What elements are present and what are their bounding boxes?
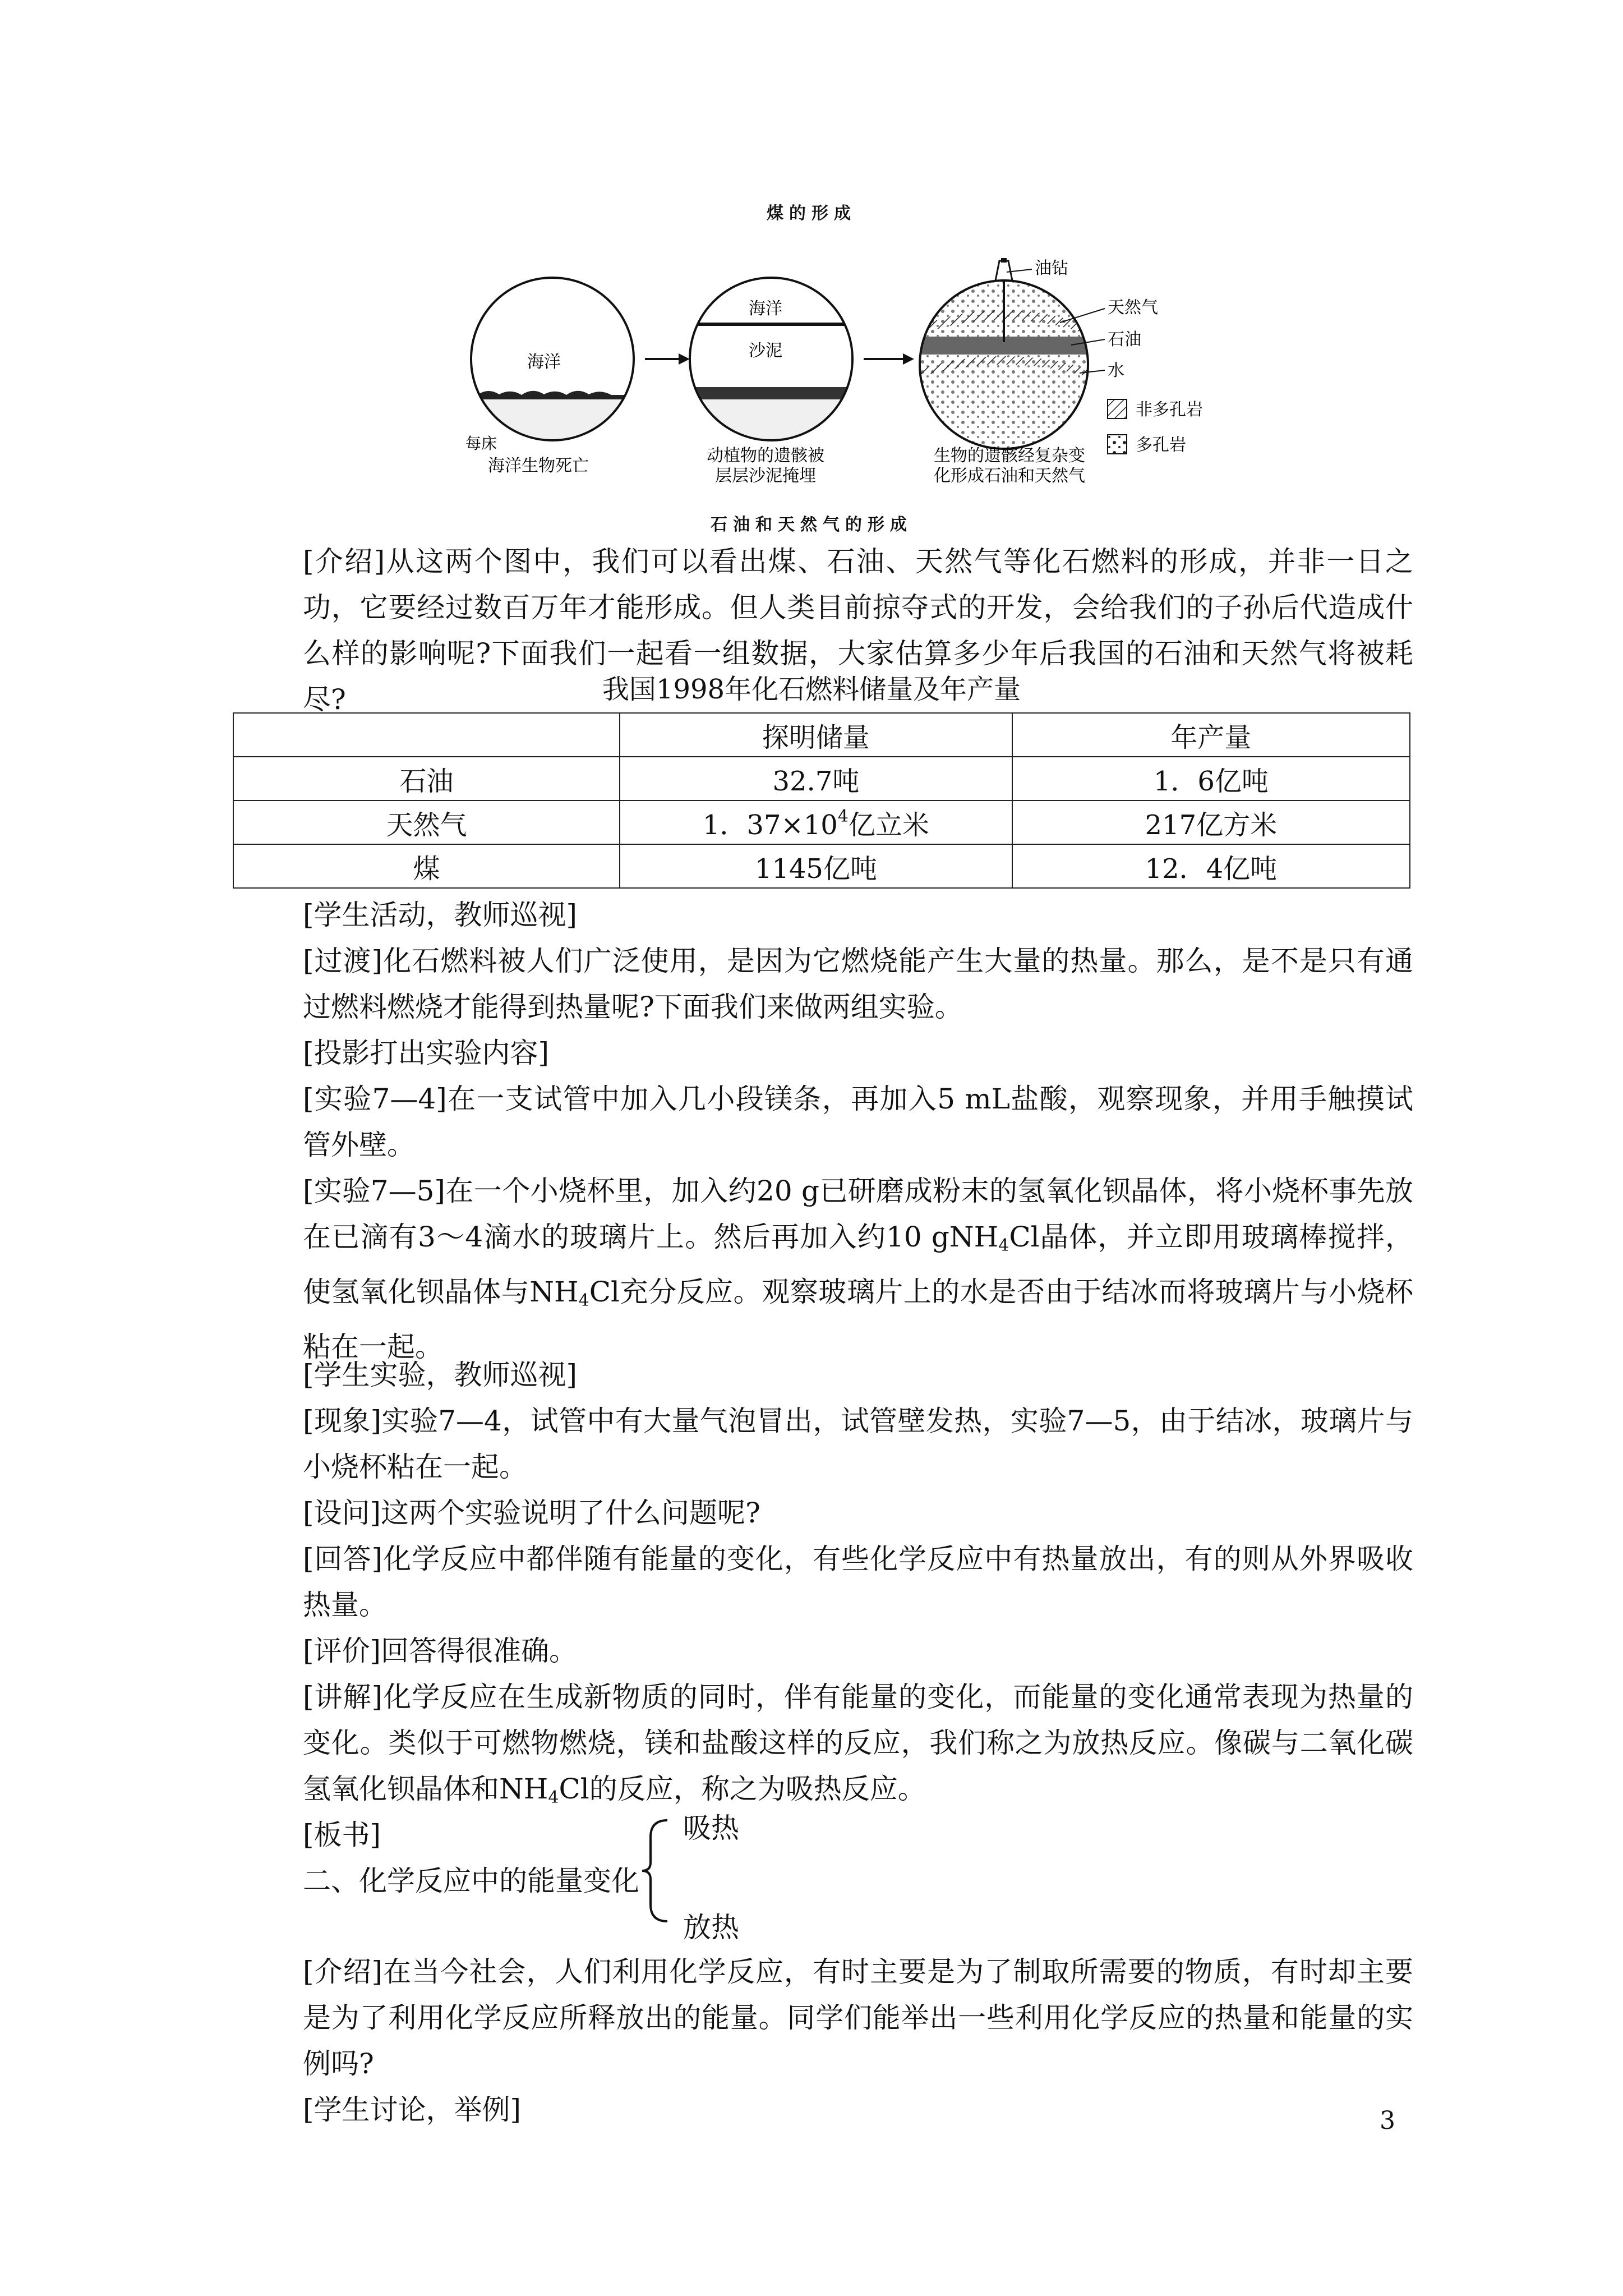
para-question: [设问]这两个实验说明了什么问题呢? bbox=[303, 1497, 760, 1529]
fossil-fuel-table bbox=[233, 712, 1410, 889]
table-cell-name: 天然气 bbox=[233, 800, 620, 844]
label-mud: 沙泥 bbox=[749, 341, 782, 361]
label-gas: 天然气 bbox=[1108, 298, 1158, 318]
label-ocean-1: 海洋 bbox=[527, 352, 561, 372]
legend-swatch-porous bbox=[1108, 435, 1127, 454]
board-release: 放热 bbox=[683, 1911, 739, 1944]
para-exp-7-5: [实验7—5]在一个小烧杯里，加入约20 g已研磨成粉末的氢氧化钡晶体，将小烧杯事先放在已滴有3～4滴水的玻璃片上。然后再加入约10 gNH$_4$Cl晶体，并立即用玻璃棒搅拌，使氢氧化钡晶体与$NH_4Cl$充分反应。观察玻璃片上的水是否由于结冰而将玻璃片与小烧杯粘在一起。 bbox=[303, 1175, 1414, 1363]
note-middle-2: 层层沙泥掩埋 bbox=[715, 466, 816, 486]
figure-caption-oil-gas: 石油和天然气的形成 bbox=[711, 515, 912, 535]
para-exp-7-4: [实验7—4]在一支试管中加入几小段镁条，再加入5 mL盐酸，观察现象，并用手触摸试管外壁。 bbox=[303, 1083, 1413, 1161]
note-right-1: 生物的遗骸经复杂变 bbox=[934, 446, 1085, 466]
circle-ocean bbox=[465, 278, 645, 452]
para-lecture: [讲解]化学反应在生成新物质的同时，伴有能量的变化，而能量的变化通常表现为热量的变化。类似于可燃物燃烧，镁和盐酸这样的反应，我们称之为放热反应。像碳与二氧化碳氢氧化钡晶体和$NH_4Cl$的反应，称之为吸热反应。 bbox=[303, 1681, 1413, 1807]
curly-brace-icon bbox=[639, 1818, 673, 1924]
para-projection: [投影打出实验内容] bbox=[303, 1037, 550, 1069]
table-row bbox=[233, 844, 1410, 888]
table-cell-name: 石油 bbox=[233, 757, 620, 800]
para-board: [板书] bbox=[303, 1819, 381, 1851]
table-header-row bbox=[233, 713, 1410, 757]
label-water: 水 bbox=[1108, 361, 1124, 380]
table-header-blank bbox=[233, 713, 620, 757]
table-title: 我国1998年化石燃料储量及年产量 bbox=[602, 674, 1021, 705]
label-ocean-2: 海洋 bbox=[749, 299, 782, 319]
page-number: 3 bbox=[1380, 2106, 1395, 2135]
para-intro2: [介绍]在当今社会，人们利用化学反应，有时主要是为了制取所需要的物质，有时却主要是为了利用化学反应所释放出的能量。同学们能举出一些利用化学反应的热量和能量的实例吗? bbox=[303, 1955, 1413, 2080]
para-evaluation: [评价]回答得很准确。 bbox=[303, 1635, 578, 1667]
table-row bbox=[233, 757, 1410, 800]
board-title: 二、化学反应中的能量变化 bbox=[303, 1865, 639, 1897]
para-phenomenon: [现象]实验7—4，试管中有大量气泡冒出，试管壁发热，实验7—5，由于结冰，玻璃片与小烧杯粘在一起。 bbox=[303, 1405, 1413, 1483]
label-rig: 油钻 bbox=[1035, 259, 1068, 278]
para-answer: [回答]化学反应中都伴随有能量的变化，有些化学反应中有热量放出，有的则从外界吸收热量。 bbox=[303, 1543, 1413, 1621]
table-row bbox=[233, 800, 1410, 844]
legend-swatch-nonporous bbox=[1108, 399, 1127, 418]
table-cell-reserve: 1145亿吨 bbox=[620, 844, 1012, 888]
table-header-reserve: 探明储量 bbox=[620, 713, 1012, 757]
intro-paragraph: [介绍]从这两个图中，我们可以看出煤、石油、天然气等化石燃料的形成，并非一日之功，它要经过数百万年才能形成。但人类目前掠夺式的开发，会给我们的子孙后代造成什么样的影响呢?下面我们一起看一组数据，大家估算多少年后我国的石油和天然气将被耗尽? bbox=[303, 545, 1413, 716]
para-transition: [过渡]化石燃料被人们广泛使用，是因为它燃烧能产生大量的热量。那么，是不是只有通过燃料燃烧才能得到热量呢?下面我们来做两组实验。 bbox=[303, 945, 1413, 1023]
table-header-output: 年产量 bbox=[1012, 713, 1410, 757]
para-discussion: [学生讨论，举例] bbox=[303, 2093, 522, 2126]
table-cell-name: 煤 bbox=[233, 844, 620, 888]
note-middle-1: 动植物的遗骸被 bbox=[707, 446, 824, 466]
table-cell-output: 12．4亿吨 bbox=[1012, 844, 1410, 888]
table-cell-output: 1．6亿吨 bbox=[1012, 757, 1410, 800]
oil-gas-formation-diagram bbox=[465, 258, 1251, 494]
label-seabed: 每床 bbox=[465, 434, 497, 453]
para-student-exp: [学生实验，教师巡视] bbox=[303, 1359, 578, 1391]
table-cell-reserve: 32.7吨 bbox=[620, 757, 1012, 800]
board-absorb: 吸热 bbox=[683, 1812, 739, 1844]
circle-oil-gas bbox=[914, 258, 1099, 460]
note-left: 海洋生物死亡 bbox=[488, 456, 589, 476]
circle-sand-mud bbox=[690, 278, 858, 455]
legend-nonporous: 非多孔岩 bbox=[1136, 400, 1203, 420]
table-cell-reserve: 1．$37\times 10^4$亿立米 bbox=[620, 800, 1012, 844]
legend-porous: 多孔岩 bbox=[1136, 435, 1186, 455]
label-oil: 石油 bbox=[1108, 330, 1141, 349]
table-cell-output: 217亿方米 bbox=[1012, 800, 1410, 844]
note-right-2: 化形成石油和天然气 bbox=[934, 466, 1085, 486]
para-student-activity: [学生活动，教师巡视] bbox=[303, 899, 578, 931]
figure-caption-coal: 煤的形成 bbox=[767, 204, 856, 223]
